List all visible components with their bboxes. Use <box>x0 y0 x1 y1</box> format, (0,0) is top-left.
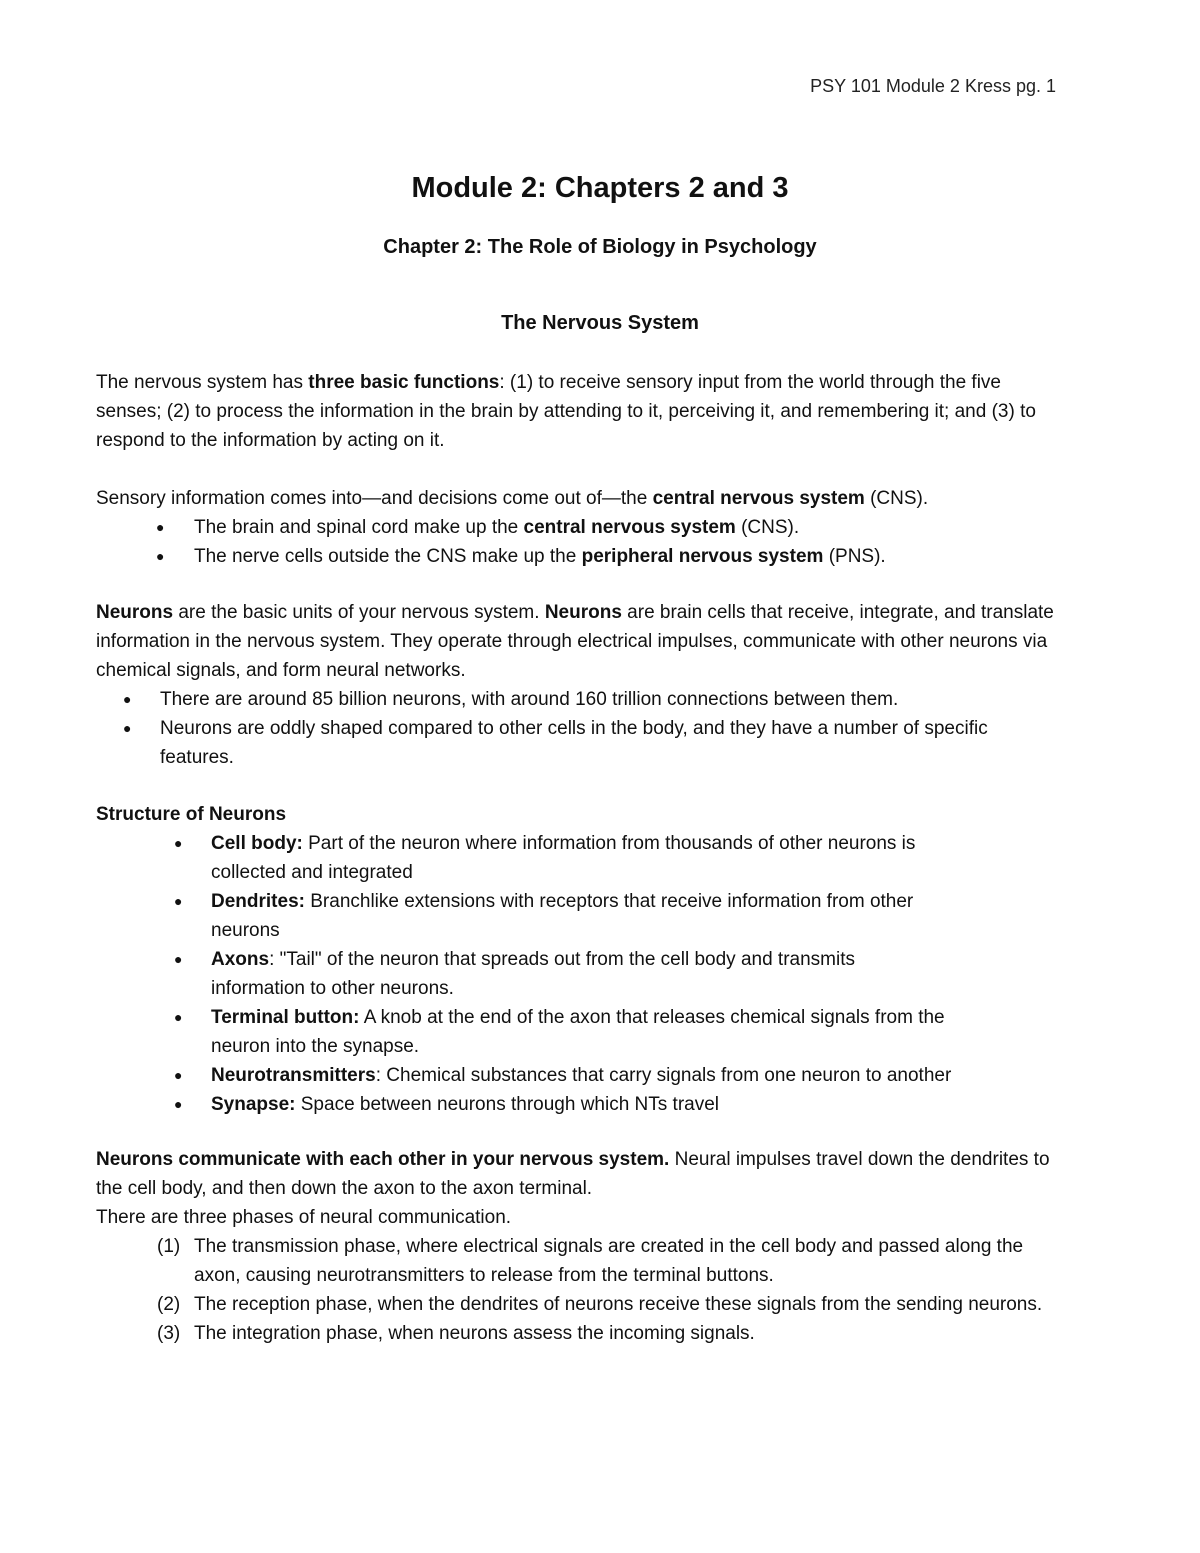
list-item: ● Synapse: Space between neurons through which NTs travel <box>96 1090 946 1119</box>
cns-bullet-list <box>96 513 1086 571</box>
communication-phases-intro: There are three phases of neural communication. <box>96 1207 512 1228</box>
neurons-intro: Neurons are the basic units of your nervous system. Neurons are brain cells that receive, integrate, and translate information in the nervous system. They operate through electrical impulses, communicate with other neurons via chemical signals, and form neural networks. <box>96 602 1054 681</box>
neurons-bullet-list <box>96 685 1071 772</box>
bullet-icon: ● <box>174 1096 183 1112</box>
list-item: ● There are around 85 billion neurons, with around 160 trillion connections between them. <box>96 685 1071 714</box>
structure-list <box>96 829 952 1119</box>
bullet-icon: ● <box>174 1067 183 1083</box>
bullet-icon: ● <box>174 835 183 851</box>
document-title: Module 2: Chapters 2 and 3 <box>411 172 789 204</box>
list-item: (1) The transmission phase, where electrical signals are created in the cell body and passed along the axon, causing neurotransmitters to release from the terminal buttons. <box>96 1232 1071 1290</box>
bullet-icon: ● <box>174 893 183 909</box>
page-header: PSY 101 Module 2 Kress pg. 1 <box>810 76 1056 96</box>
list-item: ● Dendrites: Branchlike extensions with receptors that receive information from other neurons <box>96 887 946 945</box>
bullet-icon: ● <box>123 691 132 707</box>
list-item: ● Neurotransmitters: Chemical substances that carry signals from one neuron to another <box>96 1061 1111 1090</box>
list-item: ● Neurons are oddly shaped compared to other cells in the body, and they have a number of specific features. <box>96 714 1071 772</box>
list-item: ● The brain and spinal cord make up the central nervous system (CNS). <box>96 513 1086 542</box>
bullet-icon: ● <box>123 720 132 736</box>
list-number: (1) <box>157 1236 181 1257</box>
bullet-icon: ● <box>174 951 183 967</box>
list-item: ● Cell body: Part of the neuron where information from thousands of other neurons is collected and integrated <box>96 829 946 887</box>
bullet-icon: ● <box>174 1009 183 1025</box>
chapter-title: Chapter 2: The Role of Biology in Psychology <box>383 236 817 258</box>
list-item: ● The nerve cells outside the CNS make up the peripheral nervous system (PNS). <box>96 542 1086 571</box>
list-item: (2) The reception phase, when the dendrites of neurons receive these signals from the sending neurons. <box>96 1290 1071 1319</box>
communication-section <box>96 1145 1071 1348</box>
bullet-icon: ● <box>156 548 165 564</box>
paragraph-neurons <box>96 598 1071 772</box>
communication-intro: Neurons communicate with each other in your nervous system. Neural impulses travel down the dendrites to the cell body, and then down the axon to the axon terminal. <box>96 1149 1050 1199</box>
cns-sentence: Sensory information comes into—and decisions come out of—the central nervous system (CNS). <box>96 488 929 509</box>
list-item: ● Terminal button: A knob at the end of the axon that releases chemical signals from the neuron into the synapse. <box>96 1003 946 1061</box>
list-item: ● Axons: "Tail" of the neuron that spreads out from the cell body and transmits information to other neurons. <box>96 945 946 1003</box>
paragraph-cns <box>96 484 1086 571</box>
list-number: (3) <box>157 1323 181 1344</box>
bullet-icon: ● <box>156 519 165 535</box>
paragraph-functions: The nervous system has three basic functions: (1) to receive sensory input from the world through the five senses; (2) to process the information in the brain by attending to it, perceiving it, and remembering it; and (3) to respond to the information by acting on it. <box>96 372 1036 451</box>
phases-list <box>96 1232 1071 1348</box>
list-number: (2) <box>157 1294 181 1315</box>
structure-section <box>96 800 1086 1119</box>
list-item: (3) The integration phase, when neurons assess the incoming signals. <box>96 1319 1071 1348</box>
structure-heading: Structure of Neurons <box>96 804 287 825</box>
section-title: The Nervous System <box>501 312 699 334</box>
